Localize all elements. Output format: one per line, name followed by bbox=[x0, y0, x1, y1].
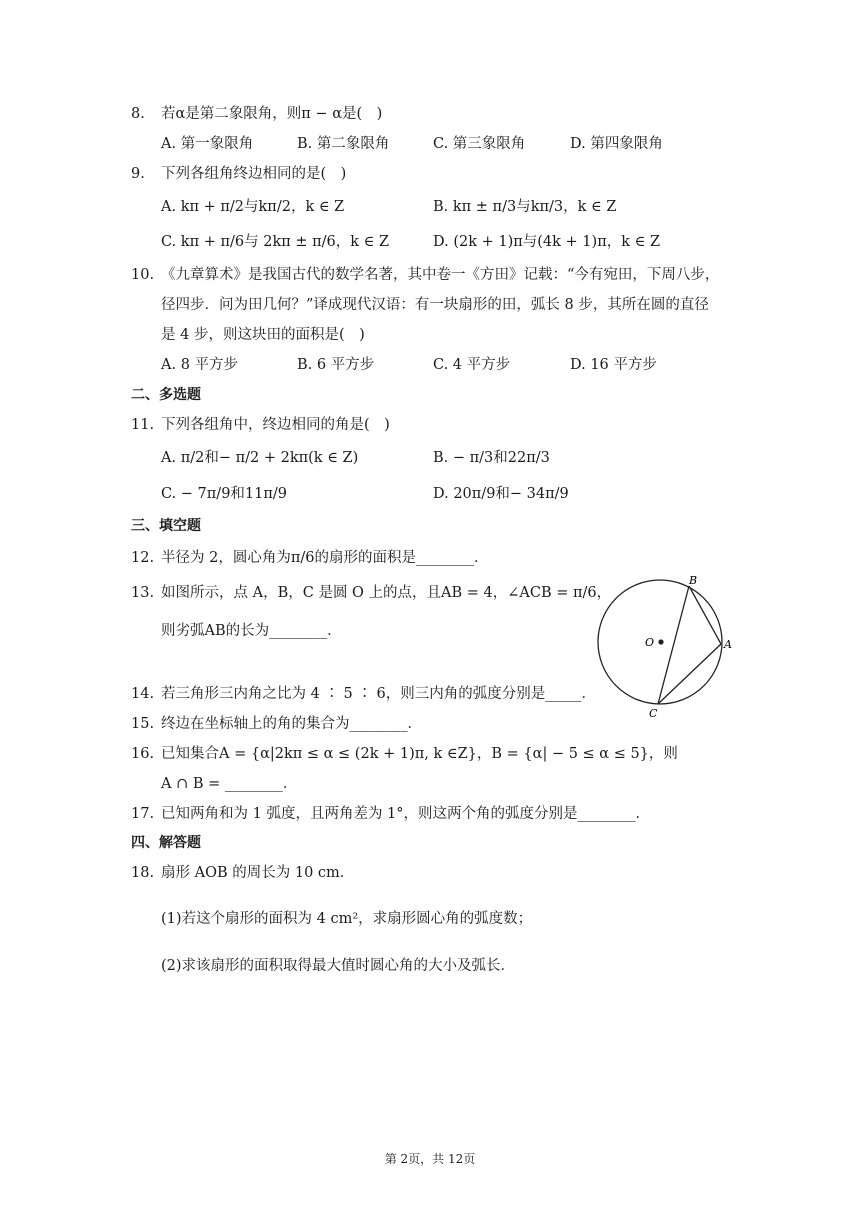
section-title: 二、多选题 bbox=[131, 387, 201, 403]
option-d: D. (2k + 1)π与(4k + 1)π，k ∈ Z bbox=[433, 234, 661, 250]
question-text-line-2: A ∩ B = ________． bbox=[161, 776, 298, 792]
question-number: 13. bbox=[131, 585, 155, 601]
question-text-line-2: 则劣弧AB的长为________． bbox=[161, 623, 342, 639]
option-d: D. 16 平方步 bbox=[570, 357, 657, 373]
segment-ac bbox=[658, 644, 721, 704]
segment-cb bbox=[658, 586, 689, 704]
label-c: C bbox=[649, 707, 658, 720]
label-b: B bbox=[689, 574, 698, 587]
section-title: 三、填空题 bbox=[131, 518, 201, 534]
option-d: D. 20π/9和− 34π/9 bbox=[433, 486, 569, 502]
question-text: 终边在坐标轴上的角的集合为________． bbox=[161, 716, 422, 732]
page-footer: 第 2页，共 12页 bbox=[384, 1152, 476, 1166]
option-b: B. 第二象限角 bbox=[297, 136, 390, 152]
option-c: C. − 7π/9和11π/9 bbox=[161, 486, 288, 502]
circle-figure bbox=[590, 570, 740, 720]
option-d: D. 第四象限角 bbox=[570, 136, 663, 152]
question-number: 12. bbox=[131, 550, 155, 566]
question-stem: 扇形 AOB 的周长为 10 cm． bbox=[161, 865, 355, 881]
label-a: A bbox=[724, 638, 732, 651]
option-b: B. − π/3和22π/3 bbox=[433, 450, 550, 466]
sub-question-1: (1)若这个扇形的面积为 4 cm²，求扇形圆心角的弧度数； bbox=[161, 911, 533, 927]
section-title: 四、解答题 bbox=[131, 835, 201, 851]
question-number: 17. bbox=[131, 806, 155, 822]
option-c: C. kπ + π/6与 2kπ ± π/6，k ∈ Z bbox=[161, 234, 390, 250]
option-a: A. π/2和− π/2 + 2kπ(k ∈ Z) bbox=[161, 450, 359, 466]
question-stem-line-2: 径四步．问为田几何？”译成现代汉语：有一块扇形的田，弧长 8 步，其所在圆的直径 bbox=[161, 297, 709, 313]
question-stem-line-1: 《九章算术》是我国古代的数学名著，其中卷一《方田》记载：“今有宛田，下周八步， bbox=[161, 267, 720, 283]
question-stem: 下列各组角中，终边相同的角是( ) bbox=[161, 417, 390, 433]
question-number: 18. bbox=[131, 865, 155, 881]
question-number: 15. bbox=[131, 716, 155, 732]
option-a: A. 第一象限角 bbox=[161, 136, 254, 152]
option-a: A. 8 平方步 bbox=[161, 357, 239, 373]
question-stem-line-3: 是 4 步，则这块田的面积是( ) bbox=[161, 327, 365, 343]
question-number: 14. bbox=[131, 686, 155, 702]
question-number: 10. bbox=[131, 267, 155, 283]
sub-question-2: (2)求该扇形的面积取得最大值时圆心角的大小及弧长． bbox=[161, 958, 516, 974]
option-c: C. 第三象限角 bbox=[433, 136, 526, 152]
question-text-line-1: 如图所示，点 A，B，C 是圆 O 上的点，且AB = 4，∠ACB = π/6， bbox=[161, 585, 612, 601]
question-number: 11. bbox=[131, 417, 155, 433]
option-b: B. kπ ± π/3与kπ/3，k ∈ Z bbox=[433, 199, 617, 215]
question-number: 16. bbox=[131, 746, 155, 762]
label-o: O bbox=[645, 636, 655, 649]
question-stem: 若α是第二象限角，则π − α是( ) bbox=[161, 106, 383, 122]
question-text-line-1: 已知集合A = {α|2kπ ≤ α ≤ (2k + 1)π, k ∈Z}，B = {α| − 5 ≤ α ≤ 5}，则 bbox=[161, 746, 678, 762]
question-number: 9. bbox=[131, 166, 145, 182]
question-stem: 下列各组角终边相同的是( ) bbox=[161, 166, 347, 182]
option-c: C. 4 平方步 bbox=[433, 357, 511, 373]
question-number: 8. bbox=[131, 106, 145, 122]
center-dot bbox=[658, 639, 663, 644]
option-b: B. 6 平方步 bbox=[297, 357, 375, 373]
option-a: A. kπ + π/2与kπ/2，k ∈ Z bbox=[161, 199, 345, 215]
question-text: 若三角形三内角之比为 4 ∶ 5 ∶ 6，则三内角的弧度分别是_____． bbox=[161, 686, 596, 702]
question-text: 已知两角和为 1 弧度，且两角差为 1°，则这两个角的弧度分别是________． bbox=[161, 806, 651, 822]
question-text: 半径为 2，圆心角为π/6的扇形的面积是________． bbox=[161, 550, 489, 566]
